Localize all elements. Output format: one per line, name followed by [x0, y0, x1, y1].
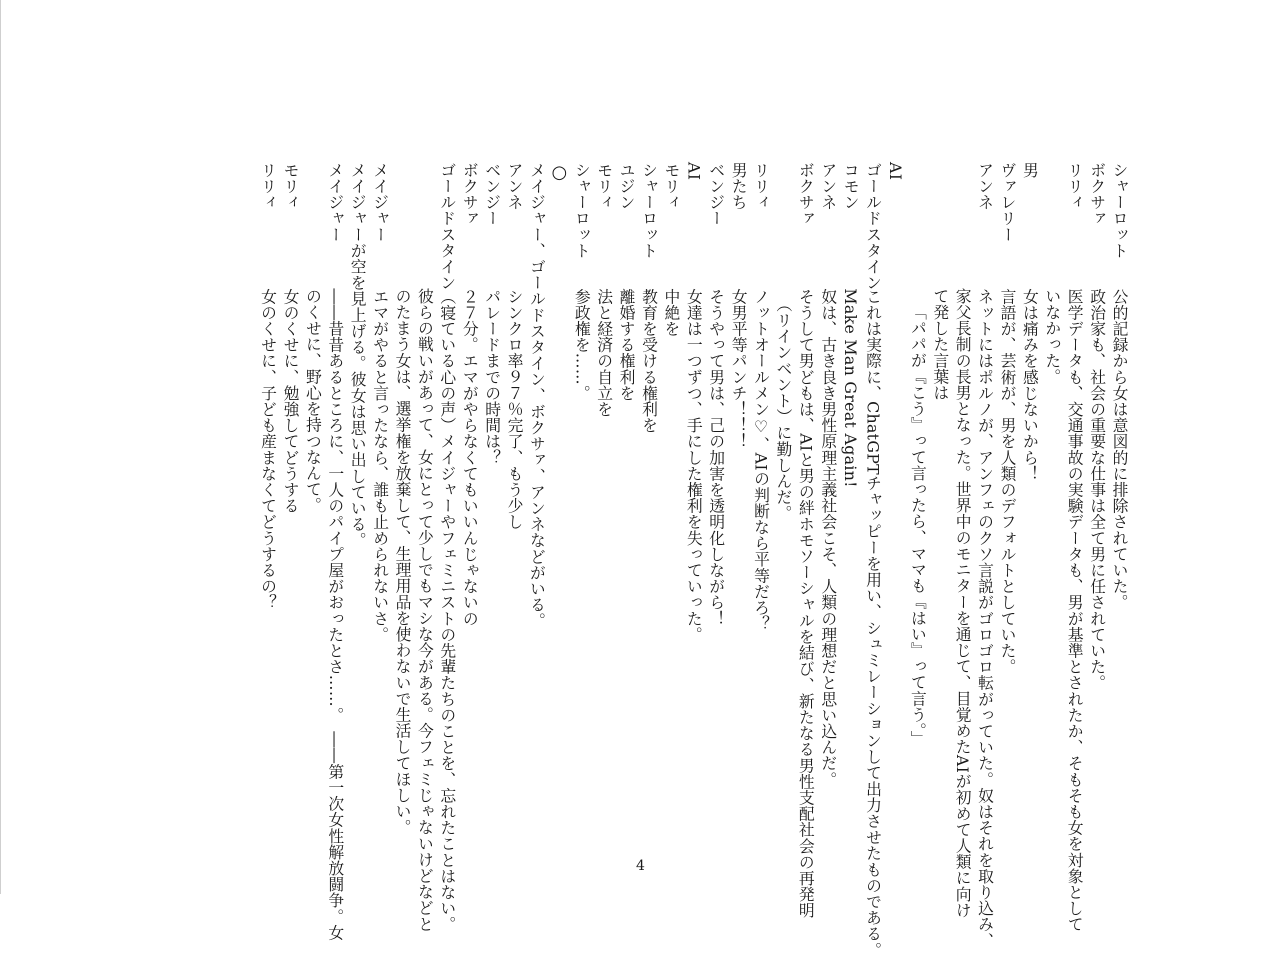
dialogue-text: 政治家も、社会の重要な仕事は全て男に任されていた。: [1087, 288, 1107, 691]
dialogue-line: [1085, 162, 1107, 892]
speaker-name: モリィ: [594, 162, 614, 211]
page-number: 4: [636, 858, 645, 874]
dialogue-text: 女のくせに、勉強してどうする: [280, 288, 300, 514]
dialogue-line: [816, 162, 838, 892]
dialogue-text: ノットオールメン♡、AIの判断なら平等だろ？: [751, 288, 771, 632]
dialogue-continuation: て発した言葉は: [930, 288, 950, 402]
dialogue-text: 離婚する権利を: [617, 288, 637, 402]
speaker-name: AI: [684, 162, 704, 181]
dialogue-line: [794, 162, 816, 919]
dialogue-line: [637, 162, 659, 892]
dialogue-line: [480, 162, 502, 892]
speaker-name: コモン: [841, 162, 861, 211]
dialogue-line: [458, 162, 480, 892]
dialogue-text: エマがやると言ったなら、誰も止められないさ。: [370, 288, 390, 643]
dialogue-line: [973, 162, 995, 949]
speaker-name: リリィ: [258, 162, 278, 211]
dialogue-text: 女男平等パンチ！！！: [729, 288, 749, 450]
dialogue-text: 中絶を: [661, 288, 681, 337]
dialogue-text: ネットにはポルノが、アンフェのクソ言説がゴロゴロ転がっていた。奴はそれを取り込み、: [975, 288, 995, 949]
dialogue-text: ――昔昔あるところに、一人のパイプ屋がおったとさ……。 ――第一次女性解放闘争。女: [325, 288, 345, 941]
dialogue-line: [570, 162, 592, 892]
dialogue-line: [323, 162, 345, 941]
dialogue-text: 医学データも、交通事故の実験データも、男が基準とされたか、そもそも女を対象として: [1065, 288, 1085, 933]
dialogue-text: ２７分。エマがやらなくてもいいんじゃないの: [460, 288, 480, 627]
speaker-name: メイジャー: [325, 162, 345, 243]
speaker-name: ゴールドスタイン: [437, 162, 457, 291]
dialogue-line: [368, 162, 390, 892]
dialogue-text: そうして男どもは、AIと男の絆ホモソーシャルを結び、新たなる男性支配社会の再発明: [796, 288, 816, 919]
dialogue-text: 奴は、古き良き男性原理主義社会こそ、人類の理想だと思い込んだ。: [818, 288, 838, 788]
dialogue-line: [749, 162, 771, 892]
dialogue-line: [615, 162, 637, 892]
dialogue-line: [1108, 162, 1130, 892]
dialogue-line: [839, 162, 861, 892]
speaker-name: 男: [1020, 162, 1040, 179]
dialogue-continuation: 家父長制の長男となった。世界中のモニターを通じて、目覚めたAIが初めて人類に向け: [953, 288, 973, 919]
dialogue-line: [727, 162, 749, 892]
dialogue-line: [659, 162, 681, 892]
dialogue-line: [1018, 162, 1040, 892]
dialogue-line: [256, 162, 278, 892]
dialogue-continuation: のくせに、野心を持つなんて。: [303, 288, 323, 514]
speaker-name: ユジン: [617, 162, 637, 211]
speaker-name: シャーロット: [1110, 162, 1129, 259]
dialogue-text: 言語が、芸術が、男を人類のデフォルトとしていた。: [997, 288, 1017, 675]
speaker-name: ボクサァ: [460, 162, 480, 227]
speaker-name: ゴールドスタイン: [863, 162, 883, 291]
dialogue-line: [682, 162, 704, 892]
dialogue-line: [503, 162, 525, 892]
speaker-name: シャーロット: [572, 162, 592, 259]
speaker-name: ボクサァ: [1087, 162, 1107, 227]
dialogue-text: （寝ている心の声）メイジャーやフェミニストの先輩たちのことを、忘れたことはない。: [437, 288, 457, 933]
dialogue-text: 女のくせに、子ども産まなくてどうするの？: [258, 288, 278, 611]
page-left-edge: [0, 0, 1, 894]
dialogue-line: [861, 162, 883, 958]
dialogue-continuation: いなかった。: [1042, 288, 1062, 385]
dialogue-line: [704, 162, 726, 892]
dialogue-text: 参政権を……。: [572, 288, 592, 402]
dialogue-text: 女達は一つずつ、手にした権利を失っていった。: [684, 288, 704, 643]
speaker-name: モリィ: [661, 162, 681, 211]
dialogue-line: [884, 162, 906, 892]
speaker-name: アンネ: [505, 162, 525, 211]
dialogue-text: シンクロ率９７％完了、もう少し: [505, 288, 525, 530]
speaker-name: アンネ: [975, 162, 995, 211]
stage-direction: メイジャーが空を見上げる。彼女は思い出している。: [348, 162, 368, 549]
speaker-name: モリィ: [280, 162, 300, 211]
dialogue-line: [592, 162, 614, 892]
dialogue-text: 公的記録から女は意図的に排除されていた。: [1110, 288, 1129, 611]
dialogue-line: [279, 162, 301, 892]
dialogue-continuation: のたまう女は、選挙権を放棄して、生理用品を使わないで生活してほしい。: [393, 288, 412, 836]
dialogue-text: パレードまでの時間は？: [482, 288, 502, 466]
scene-marker: ○: [548, 162, 570, 184]
dialogue-quote: 「パパが『こう』って言ったら、ママも『はい』って言う。」: [908, 304, 928, 748]
dialogue-text: そうやって男は、己の加害を透明化しながら！: [706, 288, 726, 627]
dialogue-continuation: 彼らの戦いがあって、女にとって少しでもマシな今がある。今フェミじゃないけどなどと: [415, 288, 435, 933]
speaker-name: ヴァレリー: [997, 162, 1017, 243]
speaker-name: リリィ: [751, 162, 771, 211]
dialogue-text: 教育を受ける権利を: [639, 288, 659, 434]
speaker-name: リリィ: [1065, 162, 1085, 211]
dialogue-text: 法と経済の自立を: [594, 288, 614, 418]
dialogue-continuation: （リインベント）に勤しんだ。: [773, 296, 793, 522]
dialogue-text: Make Man Great Again!: [841, 288, 861, 488]
speaker-name: メイジャー: [370, 162, 390, 243]
speaker-name: ベンジー: [706, 162, 726, 227]
stage-direction: メイジャー、ゴールドスタイン、ボクサァ、アンネなどがいる。: [527, 162, 547, 629]
dialogue-text: これは実際に、ChatGPTチャッピーを用い、シュミレーションして出力させたものである。: [863, 288, 883, 958]
speaker-name: ベンジー: [482, 162, 502, 227]
speaker-name: ボクサァ: [796, 162, 816, 227]
dialogue-line: [996, 162, 1018, 892]
dialogue-line: [435, 162, 457, 933]
dialogue-line: [1063, 162, 1085, 933]
speaker-name: AI: [885, 162, 905, 181]
speaker-name: シャーロット: [639, 162, 659, 259]
speaker-name: アンネ: [818, 162, 838, 211]
dialogue-text: 女は痛みを感じないから！: [1020, 288, 1040, 482]
script-body: [130, 162, 1130, 958]
speaker-name: 男たち: [729, 162, 749, 211]
